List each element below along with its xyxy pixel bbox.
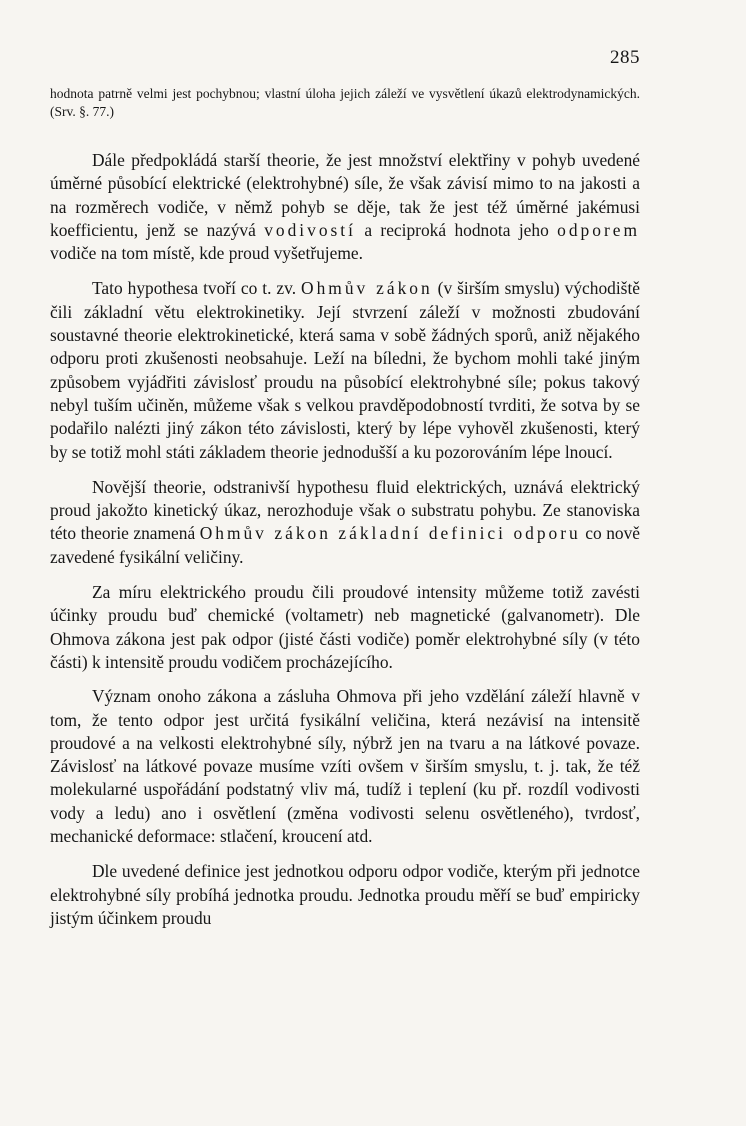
footnote-continuation: hodnota patrně velmi jest pochybnou; vlastní úloha jejich záleží ve vysvětlení úkazů elektrodynamických. (Srv. §. 77.) [50, 86, 640, 119]
paragraph-newer-theory [50, 476, 640, 569]
emphasized-term-odporem: odporem [557, 219, 640, 240]
paragraph-text: co nově zavedené fysikální veličiny. [50, 523, 640, 567]
page-body [50, 85, 640, 942]
paragraph-text: vodiče na tom místě, kde proud vyšetřujeme. [50, 243, 363, 264]
paragraph-text: Dle uvedené definice jest jednotkou odporu odpor vodiče, kterým při jednotce elektrohybné síly probíhá jednotka proudu. Jednotka proudu měří se buď empiricky jistým účinkem proudu [50, 861, 640, 928]
page-number: 285 [610, 47, 640, 68]
paragraph-significance [50, 685, 640, 848]
emphasized-term-vodivosti: vodivostí [264, 219, 356, 240]
emphasized-term-ohmuv-zakon: Ohmův zákon [301, 278, 433, 299]
paragraph-text: Novější theorie, odstranivší hypothesu fluid elektrických, uznává elektrický proud jakožto kinetický úkaz, nerozhoduje však o substratu pohybu. Ze stanoviska této theorie znamená [50, 476, 640, 544]
paragraph-text: a reciproká hodnota jeho [355, 219, 558, 240]
emphasized-term-zakladni-definice: Ohmův zákon základní definici odporu [199, 523, 581, 544]
paragraph-text: Dále předpokládá starší theorie, že jest množství elektřiny v pohyb uvedené úměrné působící elektrické (elektrohybné) síle, že však závisí mimo to na jakosti a na rozměrech vodiče, v němž pohyb se děje, tak že jest též úměrné jakémusi koefficientu, jenž se nazývá [50, 150, 640, 240]
paragraph-ohm-law-hypothesis [50, 277, 640, 463]
paragraph-text: Význam onoho zákona a zásluha Ohmova při jeho vzdělání záleží hlavně v tom, že tento odpor jest určitá fysikální veličina, která nezávisí na intensitě proudové a na velkosti elektrohybné síly, nýbrž jen na tvaru a na látkové povaze. Závislosť na látkové povaze musíme vzíti ovšem v širším smyslu, t. j. tak, že též molekularné uspořádání podstatný vliv má, tudíž i teplení (ku př. rozdíl vodivosti vody a ledu) ano i osvětlení (změna vodivosti selenu osvětleného), tvrdosť, mechanické deformace: stlačení, kroucení atd. [50, 686, 640, 847]
paragraph-text: (v širším smyslu) východiště čili základní větu elektrokinetiky. Její stvrzení záleží v možnosti zbudování soustavné theorie elektrokinetické, která sama v sobě žádných sporů, aniž nějakého odporu proti zkušenosti neobsahuje. Leží na bíledni, že bychom mohli také jiným způsobem vyjádřiti závislosť proudu na působící elektrohybné síle; pokus takový nebyl tuším učiněn, můžeme však s velkou pravděpodobností tvrditi, že sotva by se podařilo nalézti jiný zákon této závislosti, který by lépe vyhověl zkušenosti, který by se totiž mohl státi základem theorie jednodušší a ku pozorováním lépe lnoucí. [50, 278, 640, 462]
paragraph-text: Tato hypothesa tvoří co t. zv. [92, 278, 302, 299]
paragraph-resistance-definition [50, 149, 640, 265]
paragraph-text: Za míru elektrického proudu čili proudové intensity můžeme totiž zavésti účinky proudu buď chemické (voltametr) neb magnetické (galvanometr). Dle Ohmova zákona jest pak odpor (jisté části vodiče) poměr elektrohybné síly (v této části) k intensitě proudu vodičem procházejícího. [50, 582, 640, 672]
paragraph-current-measure [50, 581, 640, 674]
paragraph-unit-of-resistance [50, 860, 640, 930]
